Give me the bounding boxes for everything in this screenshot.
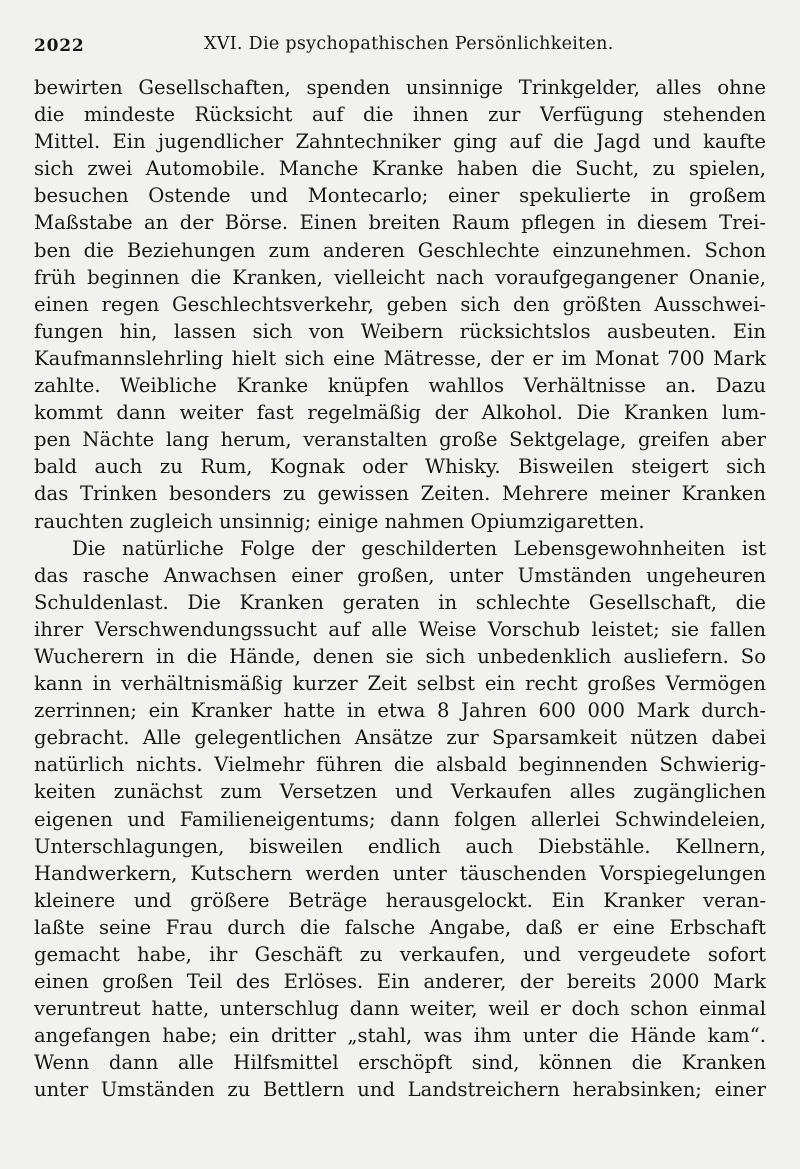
text-line: kann in verhältnismäßig kurzer Zeit selbst ein recht großes Vermögen — [34, 672, 766, 696]
text-line: laßte seine Frau durch die falsche Angabe, daß er eine Erbschaft — [34, 915, 766, 939]
text-line: früh beginnen die Kranken, vielleicht nach voraufgegangener Onanie, — [34, 265, 766, 289]
text-line: gebracht. Alle gelegentlichen Ansätze zur Sparsamkeit nützen dabei — [34, 726, 766, 750]
page-header — [34, 30, 766, 60]
text-line: zahlte. Weibliche Kranke knüpfen wahllos Verhältnisse an. Dazu — [34, 374, 766, 398]
text-line: bald auch zu Rum, Kognak oder Whisky. Bisweilen steigert sich — [34, 455, 766, 479]
text-line: Kaufmannslehrling hielt sich eine Mätresse, der er im Monat 700 Mark — [34, 346, 766, 370]
text-line: ben die Beziehungen zum anderen Geschlechte einzunehmen. Schon — [34, 238, 766, 262]
text-line: unter Umständen zu Bettlern und Landstreichern herabsinken; einer — [34, 1078, 766, 1102]
text-line: Handwerkern, Kutschern werden unter täuschenden Vorspiegelungen — [34, 861, 766, 885]
text-line: das Trinken besonders zu gewissen Zeiten. Mehrere meiner Kranken — [34, 482, 766, 506]
text-line: keiten zunächst zum Versetzen und Verkaufen alles zugänglichen — [34, 780, 766, 804]
text-line: das rasche Anwachsen einer großen, unter Umständen ungeheuren — [34, 563, 766, 587]
text-line: natürlich nichts. Vielmehr führen die alsbald beginnenden Schwierig- — [34, 753, 766, 777]
text-line: angefangen habe; ein dritter „stahl, was ihm unter die Hände kam“. — [34, 1024, 766, 1048]
text-line: bewirten Gesellschaften, spenden unsinnige Trinkgelder, alles ohne — [34, 76, 766, 99]
text-line: einen großen Teil des Erlöses. Ein anderer, der bereits 2000 Mark — [34, 970, 766, 994]
paragraph-start-line: Die natürliche Folge der geschilderten Lebensgewohnheiten ist — [72, 536, 766, 560]
text-line: veruntreut hatte, unterschlug dann weiter, weil er doch schon einmal — [34, 997, 766, 1021]
text-line: Maßstabe an der Börse. Einen breiten Raum pflegen in diesem Trei- — [34, 211, 766, 235]
body-text — [34, 74, 766, 1104]
text-line: Schuldenlast. Die Kranken geraten in schlechte Gesellschaft, die — [34, 590, 766, 614]
text-line: ihrer Verschwendungssucht auf alle Weise Vorschub leistet; sie fallen — [34, 617, 766, 641]
text-line: einen regen Geschlechtsverkehr, geben sich den größten Ausschwei- — [34, 292, 766, 316]
text-line: Wucherern in die Hände, denen sie sich unbedenklich ausliefern. So — [34, 644, 766, 668]
running-head: XVI. Die psychopathischen Persönlichkeiten. — [204, 34, 614, 54]
page-number: 2022 — [34, 36, 85, 56]
text-line: rauchten zugleich unsinnig; einige nahmen Opiumzigaretten. — [34, 509, 645, 533]
text-line: Mittel. Ein jugendlicher Zahntechniker ging auf die Jagd und kaufte — [34, 130, 766, 154]
text-line: pen Nächte lang herum, veranstalten große Sektgelage, greifen aber — [34, 428, 766, 452]
text-line: kleinere und größere Beträge herausgelockt. Ein Kranker veran- — [34, 888, 766, 912]
text-line: eigenen und Familieneigentums; dann folgen allerlei Schwindeleien, — [34, 807, 766, 831]
text-line: Unterschlagungen, bisweilen endlich auch Diebstähle. Kellnern, — [34, 834, 766, 858]
text-line: zerrinnen; ein Kranker hatte in etwa 8 Jahren 600 000 Mark durch- — [34, 699, 766, 723]
text-line: kommt dann weiter fast regelmäßig der Alkohol. Die Kranken lum- — [34, 401, 766, 425]
text-line: gemacht habe, ihr Geschäft zu verkaufen, und vergeudete sofort — [34, 943, 766, 966]
text-line: Wenn dann alle Hilfsmittel erschöpft sind, können die Kranken — [34, 1051, 766, 1075]
text-line: besuchen Ostende und Montecarlo; einer spekulierte in großem — [34, 184, 766, 208]
text-line: sich zwei Automobile. Manche Kranke haben die Sucht, zu spielen, — [34, 157, 766, 181]
text-line: die mindeste Rücksicht auf die ihnen zur Verfügung stehenden — [34, 103, 766, 127]
text-line: fungen hin, lassen sich von Weibern rücksichtslos ausbeuten. Ein — [34, 319, 766, 343]
